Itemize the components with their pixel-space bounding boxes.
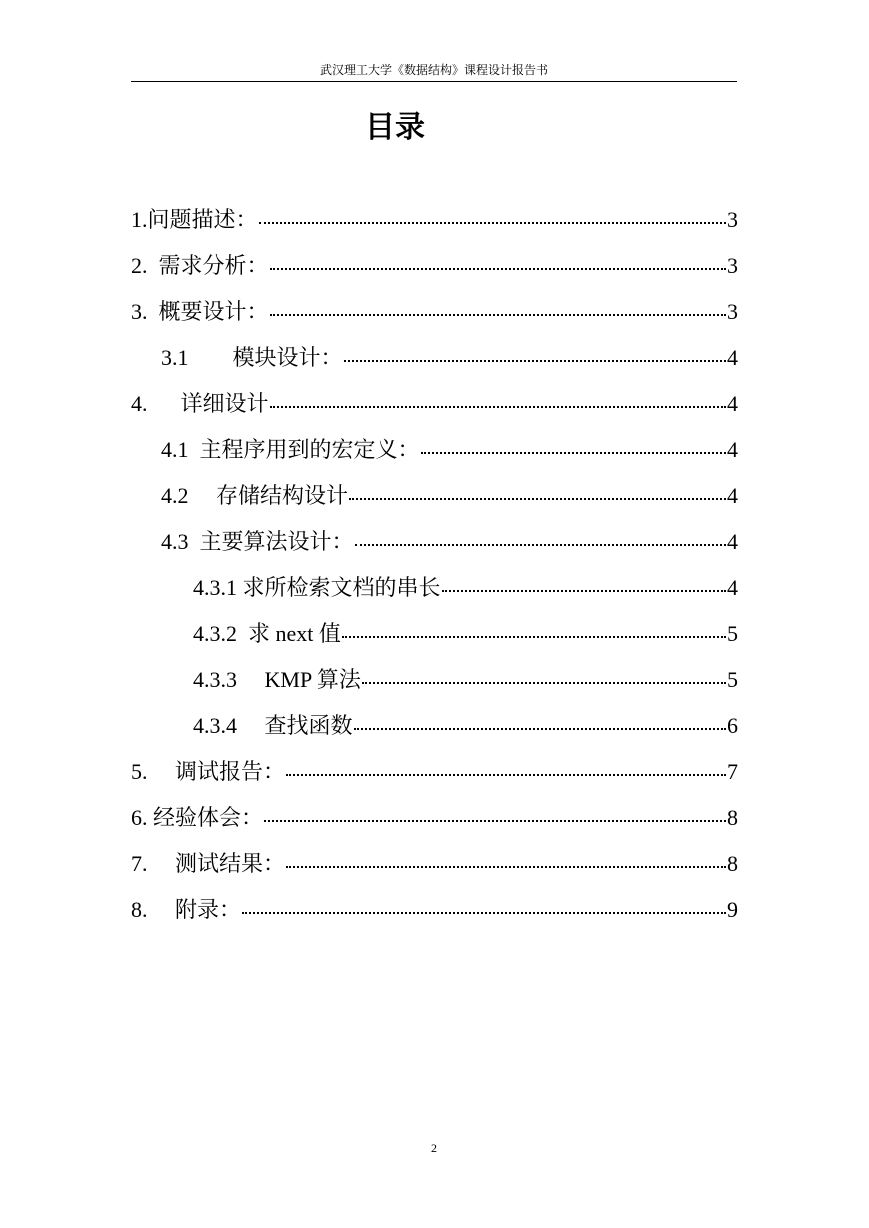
toc-entry[interactable] (131, 752, 738, 798)
toc-entry-title: 附录： (175, 897, 242, 922)
toc-entry-gap (148, 246, 159, 286)
toc-title: 目录 (365, 110, 425, 145)
toc-dot-leader (286, 774, 726, 776)
toc-entry[interactable] (131, 476, 738, 522)
toc-entry-number: 7. (131, 851, 148, 876)
toc-entry-page: 8 (727, 851, 738, 876)
toc-entry-title: 主程序用到的宏定义： (199, 437, 420, 462)
toc-entry-number: 1. (131, 207, 148, 232)
toc-entry-number: 2. (131, 253, 148, 278)
toc-entry-gap (189, 430, 200, 470)
toc-entry-number: 6. (131, 805, 148, 830)
toc-dot-leader (259, 222, 726, 224)
toc-entry-gap (148, 384, 181, 424)
toc-entry[interactable] (131, 844, 738, 890)
toc-entry-page: 3 (727, 253, 738, 278)
toc-entry[interactable] (131, 384, 738, 430)
toc-entry-gap (189, 338, 233, 378)
toc-entry-title: 模块设计： (232, 345, 343, 370)
toc-entry-gap (148, 752, 176, 792)
toc-entry-page: 4 (727, 437, 738, 462)
toc-entry[interactable] (131, 798, 738, 844)
toc-entry-gap (148, 292, 159, 332)
toc-dot-leader (270, 406, 726, 408)
toc-entry-title: 主要算法设计： (199, 529, 354, 554)
toc-entry-title: 测试结果： (175, 851, 286, 876)
toc-dot-leader (342, 636, 726, 638)
toc-entry-page: 4 (727, 345, 738, 370)
toc-entry[interactable] (131, 430, 738, 476)
toc-dot-leader (362, 682, 726, 684)
running-header: 武汉理工大学《数据结构》课程设计报告书 (319, 63, 548, 77)
toc-entry-number: 4. (131, 391, 148, 416)
toc-dot-leader (242, 912, 726, 914)
toc-dot-leader (270, 268, 726, 270)
toc-entry-number: 4.3.3 (193, 667, 237, 692)
toc-entry-title: 概要设计： (158, 299, 269, 324)
toc-entry[interactable] (131, 200, 738, 246)
toc-entry-page: 5 (727, 667, 738, 692)
toc-dot-leader (344, 360, 726, 362)
toc-entry-number: 4.3.4 (193, 713, 237, 738)
toc-entry-title: 求 next 值 (248, 621, 341, 646)
toc-entry[interactable] (131, 660, 738, 706)
toc-entry[interactable] (131, 706, 738, 752)
toc-dot-leader (264, 820, 726, 822)
toc-entry-number: 4.3.2 (193, 621, 237, 646)
toc-entry-page: 4 (727, 529, 738, 554)
toc-entry-page: 5 (727, 621, 738, 646)
toc-entry-number: 5. (131, 759, 148, 784)
toc-entry[interactable] (131, 890, 738, 936)
toc-entry-gap (237, 660, 265, 700)
toc-dot-leader (421, 452, 726, 454)
toc-entry-number: 8. (131, 897, 148, 922)
toc-dot-leader (354, 728, 726, 730)
toc-entry-gap (189, 522, 200, 562)
table-of-contents (131, 200, 738, 936)
page-number: 2 (431, 1141, 437, 1155)
toc-entry-title: 求所检索文档的串长 (242, 575, 441, 600)
toc-entry-gap (189, 476, 217, 516)
toc-entry-page: 9 (727, 897, 738, 922)
toc-entry-title: 调试报告： (175, 759, 286, 784)
toc-entry-number: 3. (131, 299, 148, 324)
toc-entry-number: 3.1 (161, 345, 189, 370)
toc-entry-gap (148, 890, 176, 930)
toc-entry-title: 问题描述： (147, 207, 258, 232)
toc-entry-gap (237, 614, 248, 654)
toc-entry[interactable] (131, 568, 738, 614)
toc-entry-page: 8 (727, 805, 738, 830)
toc-entry[interactable] (131, 522, 738, 568)
toc-entry-title: 存储结构设计 (216, 483, 349, 508)
toc-entry-page: 3 (727, 207, 738, 232)
toc-entry[interactable] (131, 246, 738, 292)
header-rule (131, 81, 737, 82)
toc-entry-page: 7 (727, 759, 738, 784)
toc-entry[interactable] (131, 614, 738, 660)
toc-entry-title: KMP 算法 (264, 667, 361, 692)
toc-entry-page: 4 (727, 391, 738, 416)
toc-entry-page: 6 (727, 713, 738, 738)
toc-dot-leader (349, 498, 726, 500)
toc-entry-number: 4.2 (161, 483, 189, 508)
toc-dot-leader (355, 544, 726, 546)
toc-entry-title: 查找函数 (264, 713, 353, 738)
toc-entry[interactable] (131, 338, 738, 384)
toc-dot-leader (442, 590, 726, 592)
toc-entry[interactable] (131, 292, 738, 338)
toc-entry-page: 3 (727, 299, 738, 324)
toc-entry-page: 4 (727, 575, 738, 600)
toc-entry-number: 4.3 (161, 529, 189, 554)
toc-entry-title: 经验体会： (153, 805, 264, 830)
toc-dot-leader (286, 866, 726, 868)
toc-entry-title: 需求分析： (158, 253, 269, 278)
toc-entry-page: 4 (727, 483, 738, 508)
toc-entry-title: 详细设计 (180, 391, 269, 416)
toc-entry-number: 4.1 (161, 437, 189, 462)
toc-dot-leader (270, 314, 726, 316)
toc-entry-gap (237, 706, 265, 746)
toc-entry-number: 4.3.1 (193, 575, 237, 600)
toc-entry-gap (148, 844, 176, 884)
